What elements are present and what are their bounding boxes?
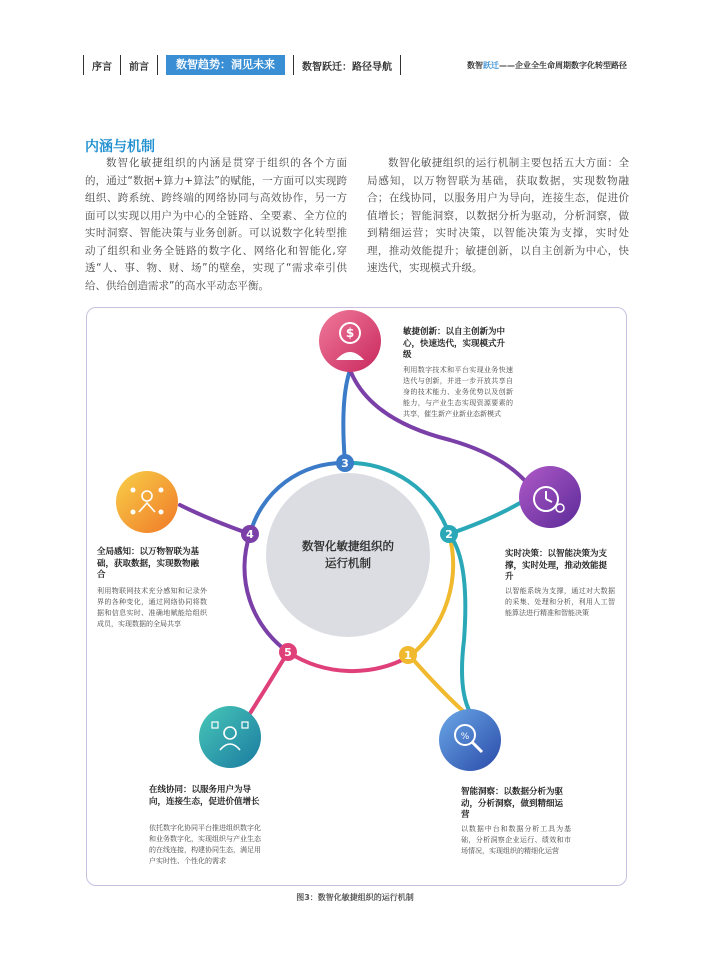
connector-insight	[410, 656, 464, 712]
marker-1	[399, 646, 417, 664]
connector-realtime	[449, 503, 520, 534]
right-paragraph: 数智化敏捷组织的运行机制主要包括五大方面：全局感知，以万物智联为基础，获取数据，实现数物融合；在线协同，以服务用户为导向，连接生态，促进价值增长；智能洞察，以数据分析为驱动，分析洞察，做到精细运营；实时决策，以智能决策为支撑，实时处理，推动效能提升；敏捷创新，以自主创新为中心，快速迭代，实现模式升级。	[367, 157, 629, 274]
marker-4	[241, 525, 259, 543]
running-header-highlight: 跃迁	[483, 61, 499, 70]
marker-3	[336, 454, 354, 472]
svg-text:$: $	[345, 326, 355, 340]
running-header-suffix: ——企业全生命周期数字化转型路径	[499, 61, 627, 70]
collaboration-icon	[199, 706, 261, 768]
agile-title: 敏捷创新：以自主创新为中心，快速迭代，实现模式升级	[403, 327, 506, 360]
center-label: 数智化敏捷组织的运行机制	[302, 539, 394, 570]
figure-caption: 图3：数智化敏捷组织的运行机制	[296, 893, 414, 902]
magnifier-chart-icon	[439, 709, 501, 771]
insight-desc: 以数据中台和数据分析工具为基础，分析洞察企业运行、绩效和市场情况，实现组织的精细化运营	[461, 825, 571, 855]
marker-5	[279, 643, 297, 661]
svg-text:%: %	[460, 732, 470, 742]
marker-4-label: 4	[246, 528, 254, 541]
dollar-person-icon	[319, 310, 381, 372]
global-title: 全局感知：以万物智联为基础，获取数据，实现数物融合	[97, 547, 200, 580]
marker-5-label: 5	[284, 646, 292, 659]
stopwatch-gear-icon	[519, 466, 581, 528]
marker-1-label: 1	[404, 649, 412, 662]
insight-title: 智能洞察：以数据分析为驱动，分析洞察，做到精细运营	[461, 787, 564, 820]
marker-2-label: 2	[445, 528, 453, 541]
connector-online	[247, 652, 288, 718]
global-desc: 利用物联网技术充分感知和记录外界的各种变化，通过网络协同将数据和信息实时、准确地赋能给组织成员，实现数据的全局共享	[97, 587, 207, 628]
left-paragraph: 数智化敏捷组织的内涵是贯穿于组织的各个方面的，通过“数据+算力+算法”的赋能，一方面可以实现跨组织、跨系统、跨终端的网络协同与高效协作，另一方面可以实现以用户为中心的全链路、全要素、全方位的实时洞察、智能决策与业务创新。可以说数字化转型推动了组织和业务全链路的数字化、网络化和智能化,穿透“人、事、物、财、场”的壁垒，实现了“需求牵引供给、供给创造需求”的高水平动态平衡。	[85, 157, 347, 292]
online-title: 在线协同：以服务用户为导向，连接生态，促进价值增长	[149, 785, 260, 807]
tab-leap-navigation[interactable]: 数智跃迁：路径导航	[302, 61, 392, 73]
connector-agile	[343, 370, 350, 463]
section-title: 内涵与机制	[85, 139, 155, 155]
realtime-desc: 以智能系统为支撑，通过对大数据的采集、处理和分析，利用人工智能算法进行精准和智能决策	[505, 587, 615, 617]
arc-5	[288, 652, 410, 671]
connector-global	[180, 505, 250, 534]
network-person-icon	[116, 471, 178, 533]
marker-3-label: 3	[341, 457, 349, 470]
marker-2	[440, 525, 458, 543]
tab-preface[interactable]: 序言	[92, 61, 112, 73]
online-desc: 依托数字化协同平台推进组织数字化和业务数字化，实现组织与产业生态的在线连接，构建协同生态，满足用户实时性、个性化的需求	[149, 824, 261, 865]
agile-desc: 利用数字技术和平台实现业务快速迭代与创新，并进一步开放共享自身的技术能力、业务优势以及创新能力，与产业生态实现资源要素的共享，催生新产业新业态新模式	[403, 366, 513, 418]
realtime-title: 实时决策：以智能决策为支撑，实时处理，推动效能提升	[505, 549, 608, 582]
tab-trends-active[interactable]: 数智趋势：洞见未来	[166, 55, 285, 75]
running-header-prefix: 数智	[467, 61, 483, 70]
tab-foreword[interactable]: 前言	[129, 61, 149, 73]
